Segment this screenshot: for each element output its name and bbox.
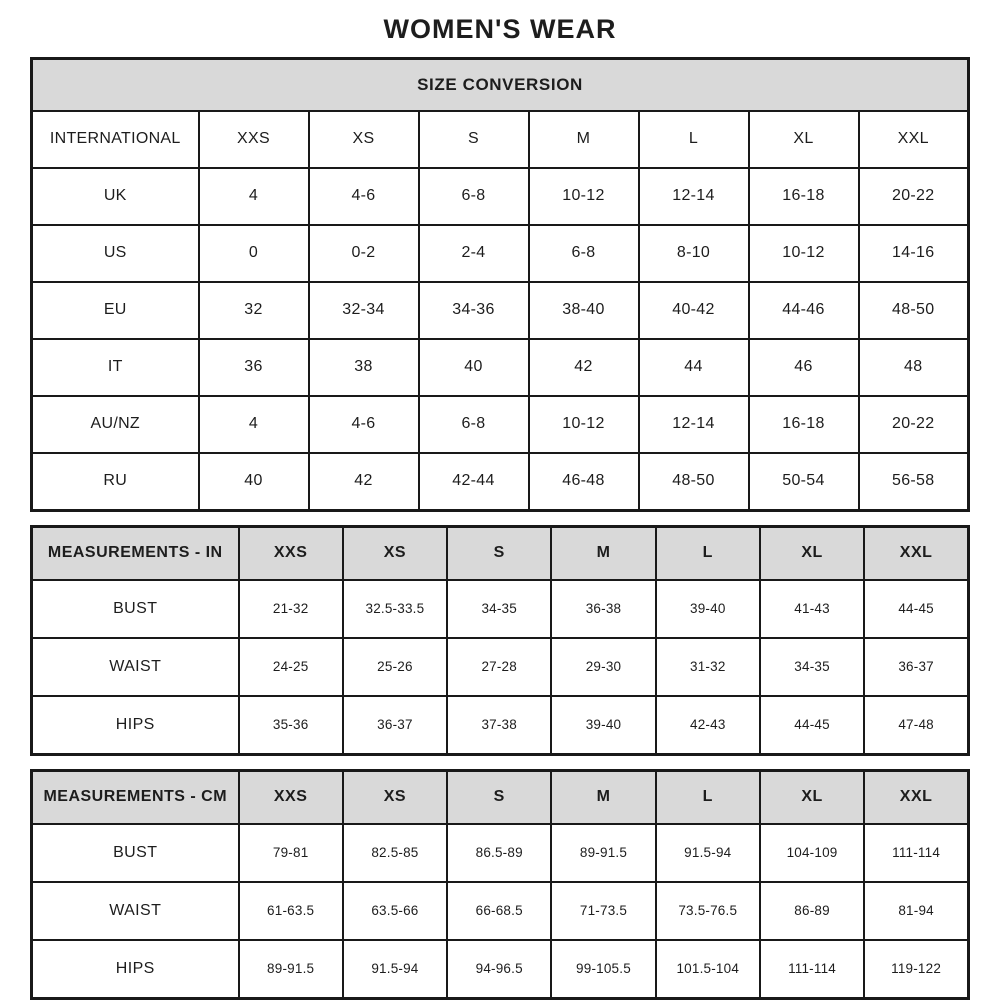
size-cell: 6-8: [529, 225, 639, 282]
size-cell: 50-54: [749, 453, 859, 511]
measure-cell: 91.5-94: [343, 940, 447, 999]
size-header-row: [32, 111, 969, 168]
measure-cell: 99-105.5: [551, 940, 655, 999]
measurements-cm-header-row: [32, 770, 969, 824]
column-header-xxs: XXS: [239, 770, 343, 824]
size-cell: 56-58: [859, 453, 969, 511]
measure-cell: 89-91.5: [551, 824, 655, 882]
row-label-aunz: AU/NZ: [32, 396, 199, 453]
measure-cell: 86-89: [760, 882, 864, 940]
size-cell: 20-22: [859, 396, 969, 453]
measure-cell: 35-36: [239, 696, 343, 755]
size-cell: 44-46: [749, 282, 859, 339]
column-header-m: M: [551, 770, 655, 824]
table-row-waist-in: [32, 638, 969, 696]
measure-cell: 111-114: [760, 940, 864, 999]
column-header-m: M: [529, 111, 639, 168]
measure-cell: 81-94: [864, 882, 968, 940]
column-header-xxl: XXL: [859, 111, 969, 168]
measure-cell: 82.5-85: [343, 824, 447, 882]
column-header-xs: XS: [309, 111, 419, 168]
measurements-in-header-row: [32, 526, 969, 580]
measure-cell: 36-37: [864, 638, 968, 696]
size-cell: 34-36: [419, 282, 529, 339]
measurements-in-table: [30, 525, 970, 756]
size-cell: 12-14: [639, 396, 749, 453]
column-header-xxs: XXS: [199, 111, 309, 168]
measure-cell: 39-40: [656, 580, 760, 638]
measure-cell: 61-63.5: [239, 882, 343, 940]
size-cell: 48-50: [859, 282, 969, 339]
size-cell: 0-2: [309, 225, 419, 282]
size-cell: 38: [309, 339, 419, 396]
row-label-us: US: [32, 225, 199, 282]
column-header-l: L: [639, 111, 749, 168]
size-cell: 14-16: [859, 225, 969, 282]
measure-cell: 29-30: [551, 638, 655, 696]
measure-cell: 71-73.5: [551, 882, 655, 940]
table-row-uk: [32, 168, 969, 225]
size-cell: 0: [199, 225, 309, 282]
column-header-l: L: [656, 526, 760, 580]
size-cell: 4-6: [309, 396, 419, 453]
page-title: WOMEN'S WEAR: [383, 14, 617, 44]
measure-cell: 47-48: [864, 696, 968, 755]
measure-cell: 44-45: [760, 696, 864, 755]
measure-cell: 66-68.5: [447, 882, 551, 940]
size-cell: 40-42: [639, 282, 749, 339]
column-header-xxl: XXL: [864, 526, 968, 580]
table-band-row: [32, 58, 969, 111]
size-cell: 40: [199, 453, 309, 511]
column-header-xl: XL: [749, 111, 859, 168]
size-cell: 40: [419, 339, 529, 396]
measurements-cm-title: MEASUREMENTS - CM: [32, 770, 239, 824]
measure-cell: 24-25: [239, 638, 343, 696]
size-cell: 42: [529, 339, 639, 396]
size-cell: 2-4: [419, 225, 529, 282]
column-header-s: S: [447, 770, 551, 824]
size-cell: 4-6: [309, 168, 419, 225]
measure-cell: 34-35: [760, 638, 864, 696]
table-row-it: [32, 339, 969, 396]
size-cell: 48: [859, 339, 969, 396]
size-cell: 12-14: [639, 168, 749, 225]
measure-cell: 73.5-76.5: [656, 882, 760, 940]
column-header-xl: XL: [760, 526, 864, 580]
measure-cell: 89-91.5: [239, 940, 343, 999]
table-row-aunz: [32, 396, 969, 453]
column-header-s: S: [419, 111, 529, 168]
column-header-xxs: XXS: [239, 526, 343, 580]
size-cell: 42-44: [419, 453, 529, 511]
size-cell: 16-18: [749, 168, 859, 225]
size-cell: 8-10: [639, 225, 749, 282]
measure-cell: 101.5-104: [656, 940, 760, 999]
row-label-waist: WAIST: [32, 638, 239, 696]
measure-cell: 63.5-66: [343, 882, 447, 940]
measure-cell: 34-35: [447, 580, 551, 638]
measurements-cm-table: [30, 769, 970, 1000]
measure-cell: 44-45: [864, 580, 968, 638]
measure-cell: 104-109: [760, 824, 864, 882]
measure-cell: 25-26: [343, 638, 447, 696]
row-label-eu: EU: [32, 282, 199, 339]
table-row-us: [32, 225, 969, 282]
size-conversion-table: [30, 57, 970, 512]
size-conversion-title: SIZE CONVERSION: [32, 58, 969, 111]
table-row-eu: [32, 282, 969, 339]
size-cell: 46-48: [529, 453, 639, 511]
measure-cell: 79-81: [239, 824, 343, 882]
column-header-international: INTERNATIONAL: [32, 111, 199, 168]
size-cell: 10-12: [749, 225, 859, 282]
size-cell: 44: [639, 339, 749, 396]
size-cell: 46: [749, 339, 859, 396]
measure-cell: 42-43: [656, 696, 760, 755]
table-row-bust-in: [32, 580, 969, 638]
size-cell: 6-8: [419, 396, 529, 453]
measure-cell: 32.5-33.5: [343, 580, 447, 638]
table-row-hips-in: [32, 696, 969, 755]
size-cell: 32-34: [309, 282, 419, 339]
table-row-ru: [32, 453, 969, 511]
size-cell: 48-50: [639, 453, 749, 511]
measure-cell: 31-32: [656, 638, 760, 696]
size-cell: 4: [199, 396, 309, 453]
size-cell: 36: [199, 339, 309, 396]
measure-cell: 39-40: [551, 696, 655, 755]
measure-cell: 37-38: [447, 696, 551, 755]
measurements-in-title: MEASUREMENTS - IN: [32, 526, 239, 580]
size-cell: 10-12: [529, 396, 639, 453]
measure-cell: 91.5-94: [656, 824, 760, 882]
size-cell: 38-40: [529, 282, 639, 339]
column-header-xxl: XXL: [864, 770, 968, 824]
row-label-bust: BUST: [32, 580, 239, 638]
measure-cell: 27-28: [447, 638, 551, 696]
table-row-bust-cm: [32, 824, 969, 882]
size-cell: 4: [199, 168, 309, 225]
size-cell: 42: [309, 453, 419, 511]
measure-cell: 111-114: [864, 824, 968, 882]
row-label-bust: BUST: [32, 824, 239, 882]
row-label-hips: HIPS: [32, 940, 239, 999]
column-header-xs: XS: [343, 770, 447, 824]
size-cell: 10-12: [529, 168, 639, 225]
measure-cell: 36-37: [343, 696, 447, 755]
column-header-s: S: [447, 526, 551, 580]
column-header-m: M: [551, 526, 655, 580]
size-cell: 6-8: [419, 168, 529, 225]
table-row-hips-cm: [32, 940, 969, 999]
table-row-waist-cm: [32, 882, 969, 940]
row-label-hips: HIPS: [32, 696, 239, 755]
row-label-ru: RU: [32, 453, 199, 511]
measure-cell: 41-43: [760, 580, 864, 638]
size-cell: 16-18: [749, 396, 859, 453]
size-cell: 20-22: [859, 168, 969, 225]
size-cell: 32: [199, 282, 309, 339]
column-header-xl: XL: [760, 770, 864, 824]
row-label-uk: UK: [32, 168, 199, 225]
measure-cell: 21-32: [239, 580, 343, 638]
measure-cell: 94-96.5: [447, 940, 551, 999]
measure-cell: 86.5-89: [447, 824, 551, 882]
measure-cell: 36-38: [551, 580, 655, 638]
column-header-xs: XS: [343, 526, 447, 580]
measure-cell: 119-122: [864, 940, 968, 999]
column-header-l: L: [656, 770, 760, 824]
row-label-it: IT: [32, 339, 199, 396]
row-label-waist: WAIST: [32, 882, 239, 940]
